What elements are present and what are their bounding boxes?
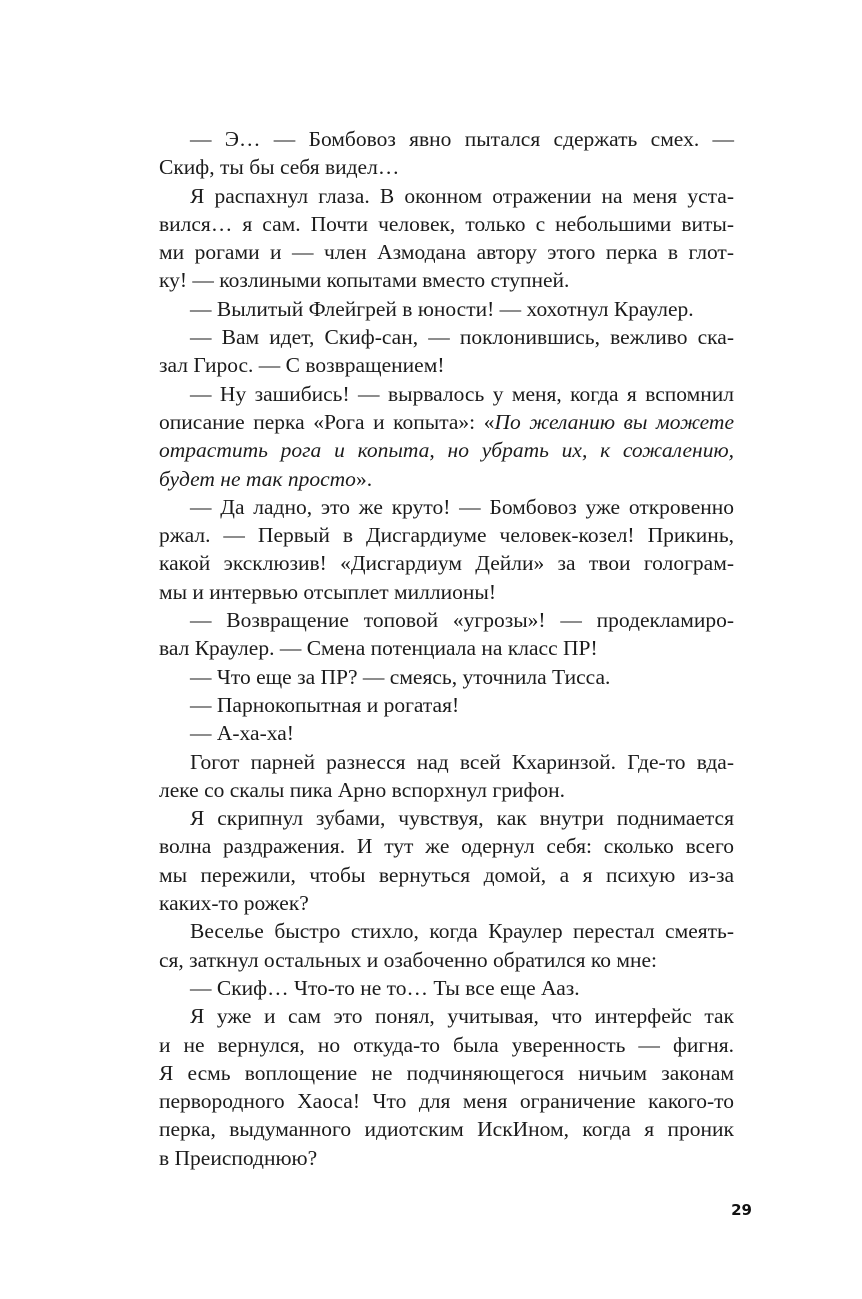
- text-line: в Преисподнюю?: [159, 1145, 318, 1170]
- text-line: — Да ладно, это же круто! — Бомбовоз уже откровенно: [190, 494, 734, 519]
- text-line: каких-то рожек?: [159, 891, 309, 916]
- text-line: мы пережили, чтобы вернуться домой, а я психую из-за: [159, 862, 734, 887]
- text-line: вился… я сам. Почти человек, только с небольшими виты-: [159, 211, 734, 236]
- italic-quote-line: отрастить рога и копыта, но убрать их, к сожалению,: [159, 438, 734, 463]
- text-line: Гогот парней разнесся над всей Кхаринзой. Где-то вда-: [190, 749, 734, 774]
- text-line: [159, 408, 734, 436]
- text-run: описание перка «Рога и копыта»: «: [159, 409, 495, 434]
- text-line: — Ну зашибись! — вырвалось у меня, когда я вспомнил: [190, 381, 734, 406]
- text-line: мы и интервью отсыплет миллионы!: [159, 579, 496, 604]
- text-line: Скиф, ты бы себя видел…: [159, 155, 400, 180]
- text-line: Я распахнул глаза. В оконном отражении на меня уста-: [190, 183, 734, 208]
- italic-quote: будет не так просто: [159, 466, 356, 491]
- text-line: Я есмь воплощение не подчиняющегося ничьим законам: [159, 1060, 734, 1085]
- text-line: волна раздражения. И тут же одернул себя: сколько всего: [159, 834, 734, 859]
- text-line: какой эксклюзив! «Дисгардиум Дейли» за твои голограм-: [159, 551, 734, 576]
- text-line: — Что еще за ПР? — смеясь, уточнила Тисса.: [190, 664, 611, 689]
- text-line: — Вам идет, Скиф-сан, — поклонившись, вежливо ска-: [190, 325, 734, 350]
- text-line: Веселье быстро стихло, когда Краулер перестал смеять-: [190, 919, 734, 944]
- text-line: и не вернулся, но откуда-то была уверенность — фигня.: [159, 1032, 734, 1057]
- text-line: Я скрипнул зубами, чувствуя, как внутри поднимается: [190, 806, 734, 831]
- text-line: — Вылитый Флейгрей в юности! — хохотнул Краулер.: [190, 296, 694, 321]
- text-line: — А-ха-ха!: [190, 721, 294, 746]
- text-line: Я уже и сам это понял, учитывая, что интерфейс так: [190, 1004, 734, 1029]
- page-number: 29: [731, 1201, 752, 1219]
- text-line: [159, 465, 734, 493]
- text-line: — Э… — Бомбовоз явно пытался сдержать смех. —: [190, 127, 734, 151]
- text-line: ку! — козлиными копытами вместо ступней.: [159, 268, 570, 293]
- text-line: ся, заткнул остальных и озабоченно обратился ко мне:: [159, 947, 658, 972]
- text-line: ми рогами и — член Азмодана автору этого перка в глот-: [159, 240, 734, 265]
- text-line: зал Гирос. — С возвращением!: [159, 353, 445, 378]
- text-line: — Парнокопытная и рогатая!: [190, 692, 460, 717]
- text-line: — Возвращение топовой «угрозы»! — продекламиро-: [190, 608, 734, 633]
- body-text: [159, 125, 734, 1172]
- text-line: перка, выдуманного идиотским ИскИном, когда я проник: [159, 1117, 734, 1142]
- text-line: ржал. — Первый в Дисгардиуме человек-козел! Прикинь,: [159, 523, 734, 548]
- text-line: вал Краулер. — Смена потенциала на класс ПР!: [159, 636, 598, 661]
- text-line: первородного Хаоса! Что для меня ограничение какого-то: [159, 1089, 734, 1114]
- italic-quote: По желанию вы можете: [494, 409, 734, 434]
- text-run: ».: [355, 466, 373, 491]
- text-line: леке со скалы пика Арно вспорхнул грифон.: [159, 777, 566, 802]
- text-line: — Скиф… Что-то не то… Ты все еще Ааз.: [190, 975, 580, 1000]
